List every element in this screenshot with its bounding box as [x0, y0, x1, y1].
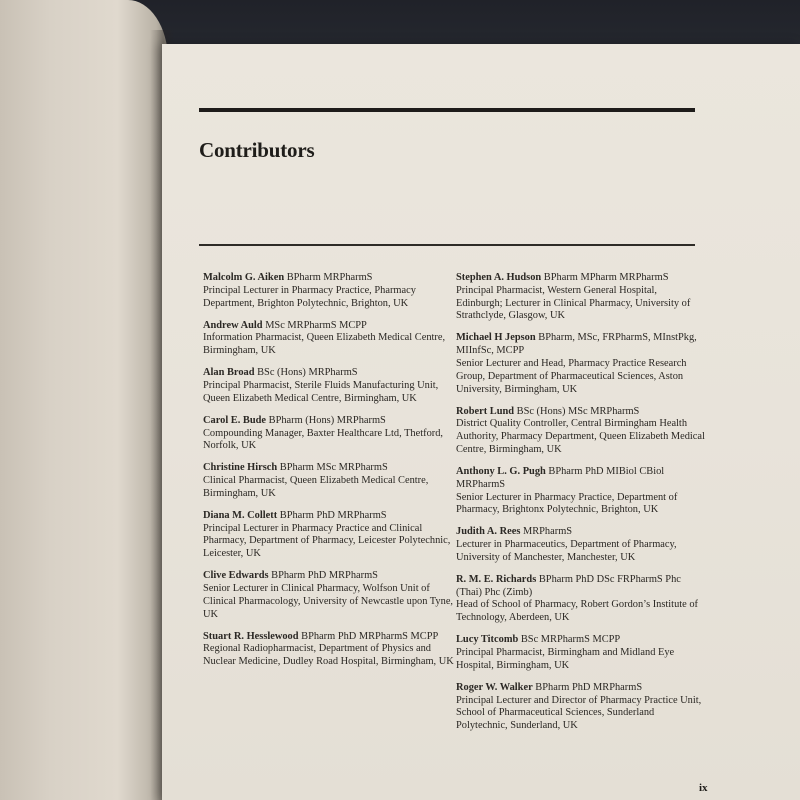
left-page — [0, 0, 168, 800]
contributor-qualifications: BPharm PhD DSc FRPharmS Phc (Thai) Phc (Zimb) — [456, 573, 681, 598]
contributor-qualifications: MRPharmS — [522, 526, 573, 538]
contributor-entry — [456, 682, 706, 733]
top-rule — [199, 108, 695, 112]
contributor-name: Stephen A. Hudson — [456, 272, 542, 283]
contributor-affiliation: Principal Pharmacist, Birmingham and Midland Eye Hospital, Birmingham, UK — [456, 647, 675, 671]
contributor-entry — [456, 634, 706, 672]
contributor-affiliation: Principal Pharmacist, Sterile Fluids Manufacturing Unit, Queen Elizabeth Medical Centre, Birmingham, UK — [203, 379, 439, 404]
contributor-name: Carol E. Bude — [203, 414, 267, 426]
contributor-entry — [203, 570, 455, 621]
contributor-entry — [203, 631, 455, 669]
contributor-entry — [203, 320, 455, 358]
contributor-affiliation: District Quality Controller, Central Birmingham Health Authority, Pharmacy Department, Queen Elizabeth Medical Centre, Birmingham, UK — [456, 418, 705, 455]
contributor-entry — [456, 272, 706, 323]
contributor-entry — [456, 332, 706, 396]
right-page — [162, 44, 800, 800]
contributor-qualifications: BPharm MSc MRPharmS — [279, 462, 388, 474]
contributor-name: Lucy Titcomb — [456, 634, 519, 646]
contributor-name: Christine Hirsch — [203, 462, 278, 474]
contributor-entry — [203, 367, 455, 405]
contributor-affiliation: Principal Lecturer and Director of Pharmacy Practice Unit, School of Pharmaceutical Sciences, Sunderland Polytechnic, Sunderland, UK — [456, 694, 702, 732]
contributor-qualifications: BPharm PhD MRPharmS — [271, 570, 378, 582]
contributors-column-right — [456, 272, 706, 742]
contributor-name: Malcolm G. Aiken — [203, 272, 285, 283]
contributor-affiliation: Compounding Manager, Baxter Healthcare Ltd, Thetford, Norfolk, UK — [203, 427, 444, 452]
contributor-qualifications: BSc MRPharmS MCPP — [520, 634, 621, 646]
contributor-name: Diana M. Collett — [203, 509, 278, 521]
contributor-qualifications: BPharm PhD MRPharmS — [535, 681, 643, 693]
contributor-entry — [456, 466, 706, 517]
contributor-affiliation: Principal Lecturer in Pharmacy Practice, Pharmacy Department, Brighton Polytechnic, Brighton, UK — [203, 284, 416, 309]
contributor-name: Michael H Jepson — [456, 332, 536, 344]
contributors-column-left — [203, 272, 455, 678]
contributor-affiliation: Principal Lecturer in Pharmacy Practice and Clinical Pharmacy, Department of Pharmacy, Leicester Polytechnic, Leicester, UK — [203, 522, 451, 560]
contributor-affiliation: Senior Lecturer in Clinical Pharmacy, Wolfson Unit of Clinical Pharmacology, University of Newcastle upon Tyne, UK — [203, 583, 454, 620]
contributor-qualifications: BPharm MPharm MRPharmS — [543, 272, 669, 283]
contributor-affiliation: Head of School of Pharmacy, Robert Gordon’s Institute of Technology, Aberdeen, UK — [456, 599, 699, 624]
contributor-affiliation: Information Pharmacist, Queen Elizabeth Medical Centre, Birmingham, UK — [203, 332, 446, 357]
contributor-name: Judith A. Rees — [456, 526, 521, 538]
contributor-name: Stuart R. Hesslewood — [203, 630, 299, 642]
page-title: Contributors — [199, 138, 315, 162]
contributor-qualifications: BPharm PhD MRPharmS — [279, 509, 387, 521]
contributor-entry — [456, 526, 706, 564]
contributor-qualifications: BPharm PhD MIBiol CBiol MRPharmS — [456, 465, 665, 490]
contributor-affiliation: Senior Lecturer and Head, Pharmacy Practice Research Group, Department of Pharmaceutical Sciences, Aston University, Birmingham, UK — [456, 357, 687, 395]
contributor-name: Anthony L. G. Pugh — [456, 465, 546, 477]
contributor-qualifications: BPharm PhD MRPharmS MCPP — [301, 630, 439, 642]
contributor-entry — [456, 406, 706, 457]
page-number: ix — [699, 782, 708, 794]
contributor-name: Robert Lund — [456, 405, 515, 417]
contributor-entry — [203, 462, 455, 500]
contributor-qualifications: BPharm MRPharmS — [286, 272, 373, 283]
contributor-qualifications: BPharm, MSc, FRPharmS, MInstPkg, MIInfSc, MCPP — [456, 332, 697, 357]
contributor-affiliation: Regional Radiopharmacist, Department of Physics and Nuclear Medicine, Dudley Road Hospital, Birmingham, UK — [203, 643, 454, 668]
contributor-qualifications: BSc (Hons) MSc MRPharmS — [516, 405, 640, 417]
contributor-qualifications: BPharm (Hons) MRPharmS — [268, 414, 386, 426]
contributor-name: Andrew Auld — [203, 319, 263, 331]
contributor-affiliation: Clinical Pharmacist, Queen Elizabeth Medical Centre, Birmingham, UK — [203, 475, 429, 499]
contributor-qualifications: BSc (Hons) MRPharmS — [257, 367, 358, 379]
contributor-affiliation: Senior Lecturer in Pharmacy Practice, Department of Pharmacy, Brightonx Polytechnic, Brighton, UK — [456, 491, 678, 516]
contributor-name: Alan Broad — [203, 367, 255, 379]
contributor-name: Clive Edwards — [203, 570, 269, 582]
contributor-name: Roger W. Walker — [456, 681, 533, 693]
contributor-name: R. M. E. Richards — [456, 573, 537, 585]
contributor-entry — [203, 510, 455, 561]
contributor-entry — [203, 272, 455, 310]
contributor-affiliation: Principal Pharmacist, Western General Hospital, Edinburgh; Lecturer in Clinical Pharmacy, University of Strathclyde, Glasgow, UK — [456, 284, 691, 322]
title-underline-rule — [199, 244, 695, 246]
contributor-qualifications: MSc MRPharmS MCPP — [265, 319, 367, 331]
contributor-affiliation: Lecturer in Pharmaceutics, Department of Pharmacy, University of Manchester, Manchester, UK — [456, 539, 677, 563]
contributor-entry — [203, 415, 455, 453]
contributor-entry — [456, 574, 706, 625]
